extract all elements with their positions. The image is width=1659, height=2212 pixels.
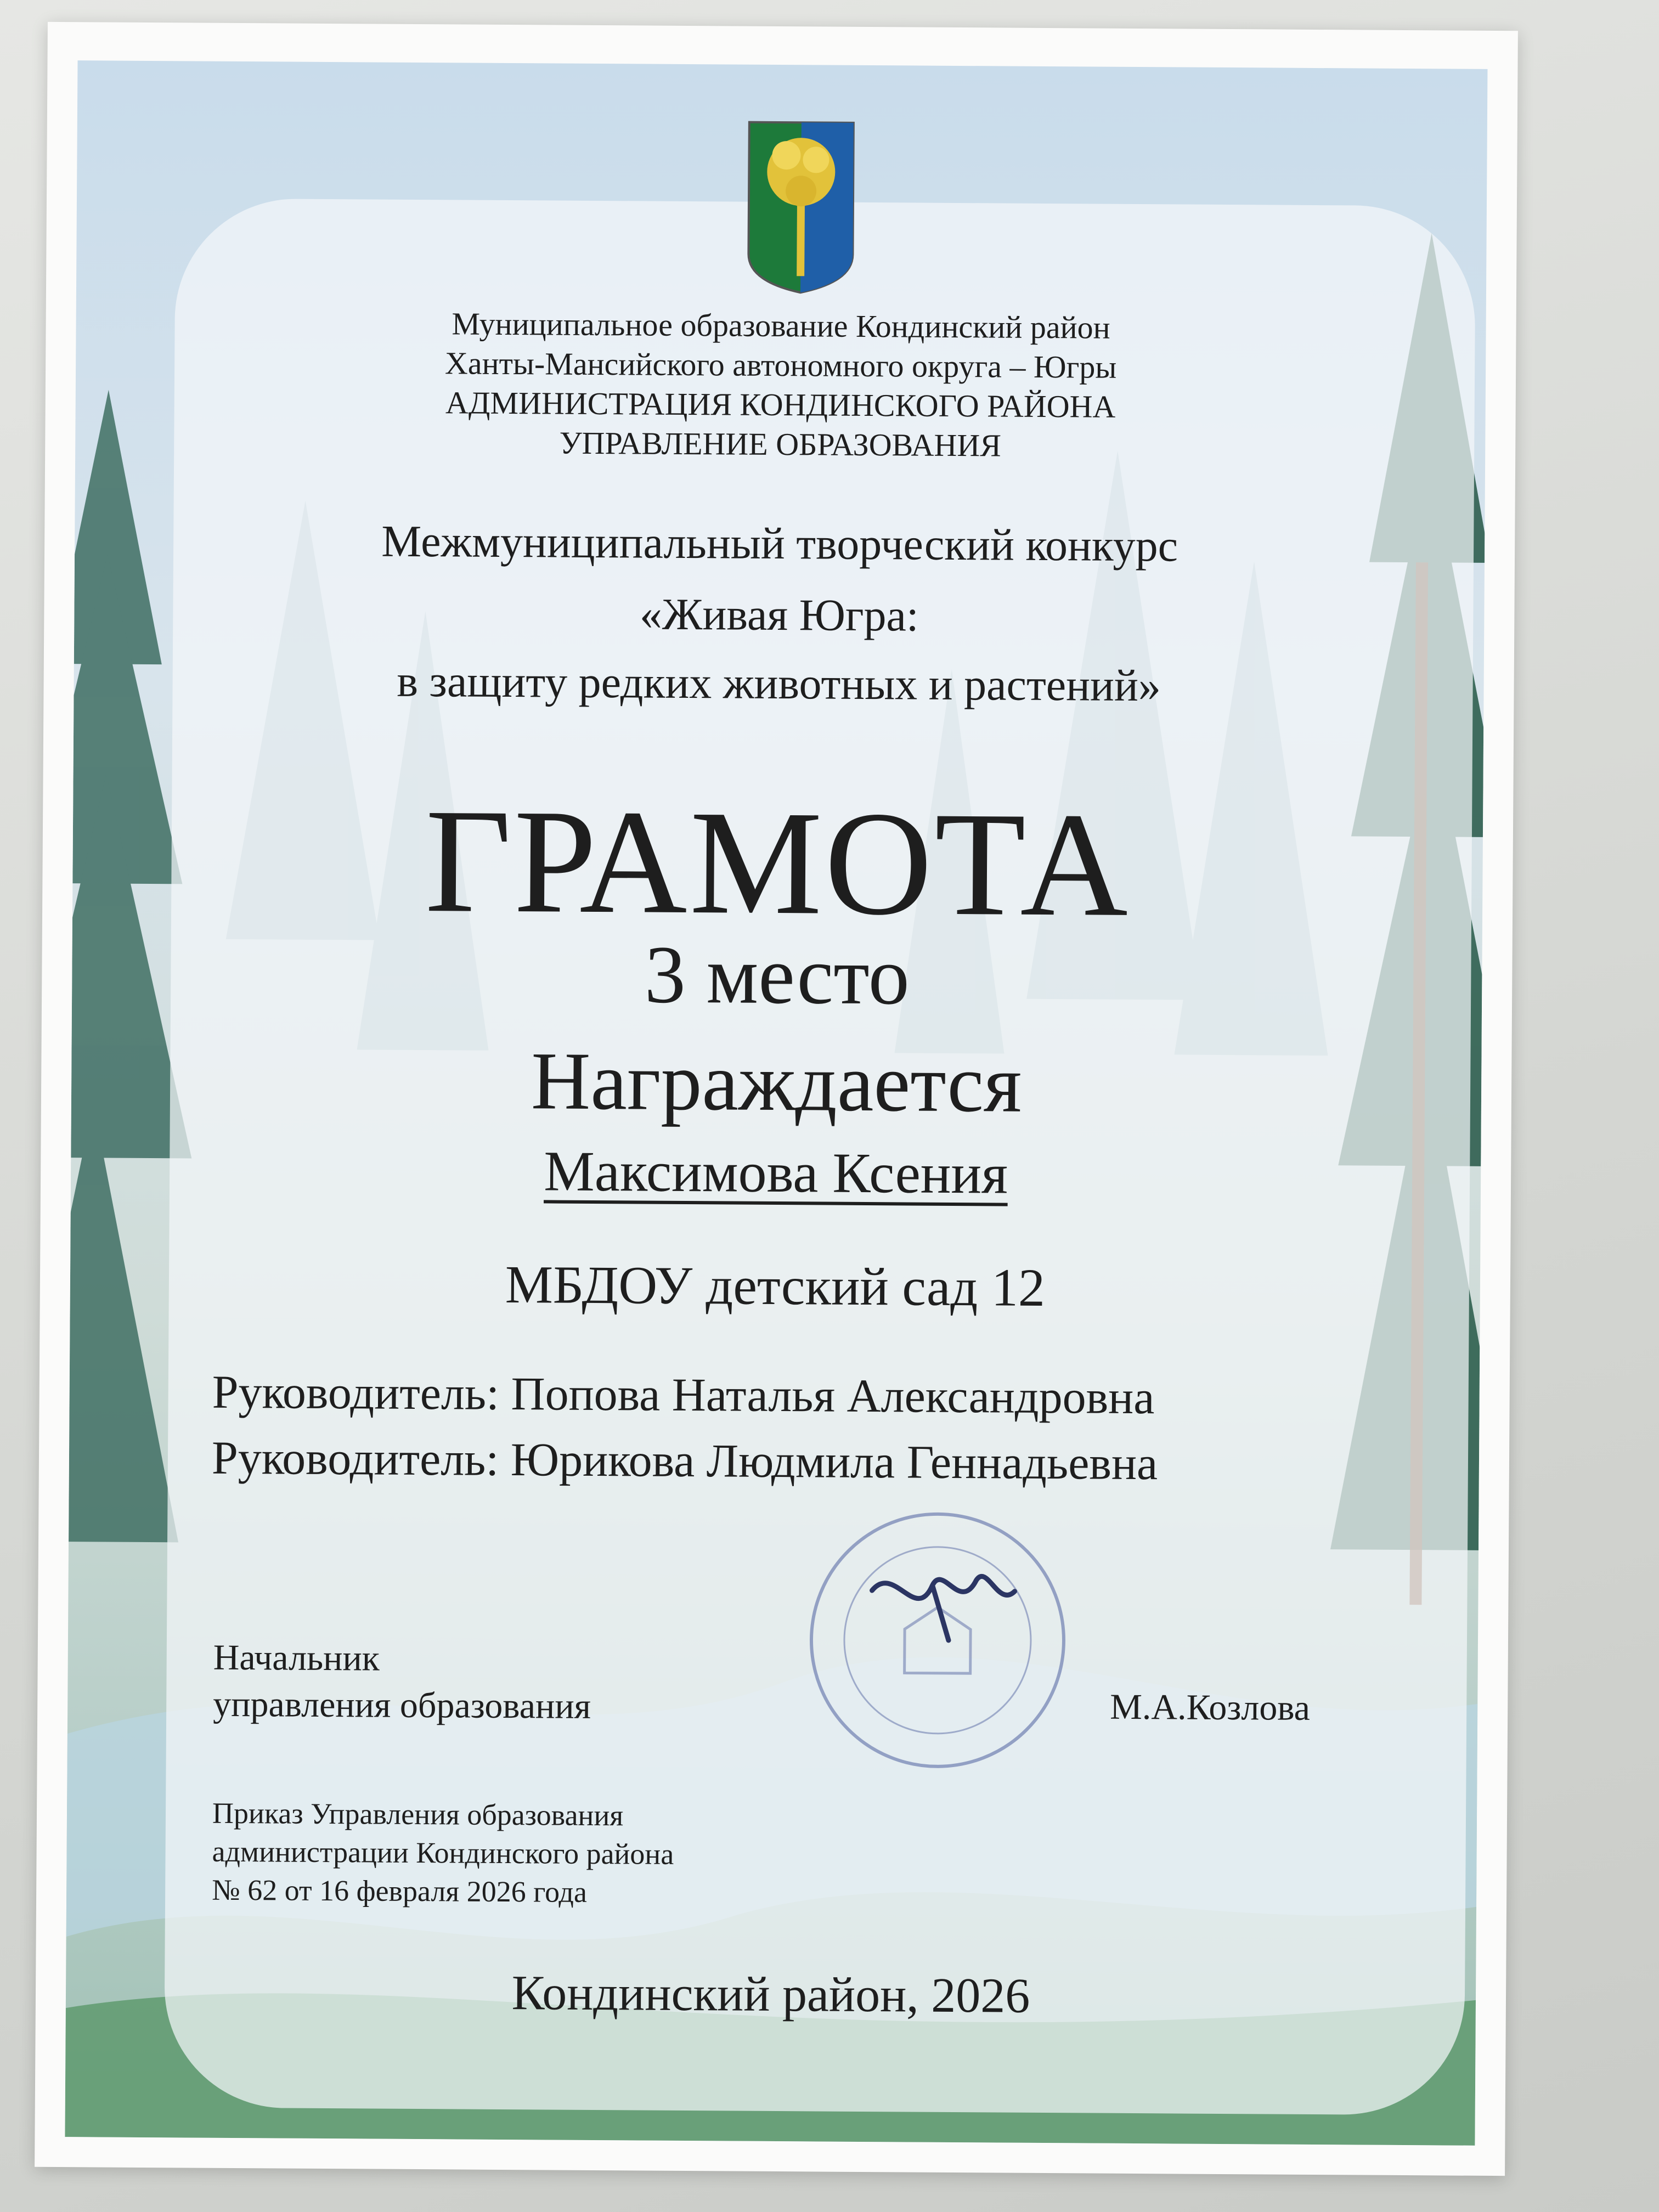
certificate-sheet (35, 22, 1518, 2176)
signer-name: М.А.Козлова (1110, 1686, 1311, 1728)
certificate-title: ГРАМОТА (424, 778, 1131, 947)
place-label: 3 место (644, 929, 910, 1022)
header-line-4: УПРАВЛЕНИЕ ОБРАЗОВАНИЯ (559, 425, 1002, 464)
header-line-3: АДМИНИСТРАЦИЯ КОНДИНСКОГО РАЙОНА (445, 385, 1116, 425)
certificate-content (35, 22, 1518, 2176)
leader-1: Руководитель: Попова Наталья Александровна (212, 1365, 1155, 1424)
awarded-label: Награждается (531, 1035, 1022, 1130)
order-line-1: Приказ Управления образования (212, 1796, 624, 1832)
contest-line-3: в защиту редких животных и растений» (397, 656, 1161, 711)
order-line-3: № 62 от 16 февраля 2026 года (211, 1873, 588, 1909)
contest-line-2: «Живая Югра: (639, 589, 919, 641)
footer-place-year: Кондинский район, 2026 (511, 1966, 1030, 2023)
header-line-2: Ханты-Мансийского автономного округа – Югры (444, 345, 1117, 385)
contest-line-1: Межмуниципальный творческий конкурс (381, 516, 1178, 571)
recipient-name (41, 1136, 1511, 1210)
signature-mark (872, 1576, 1015, 1640)
position-line-2: управления образования (213, 1684, 591, 1726)
recipient-name-text: Максимова Ксения (544, 1139, 1008, 1206)
organization-name: МБДОУ детский сад 12 (505, 1255, 1046, 1318)
position-line-1: Начальник (213, 1637, 380, 1679)
official-stamp-icon (794, 1497, 1081, 1784)
order-line-2: администрации Кондинского района (212, 1835, 674, 1871)
coat-of-arms-icon (743, 117, 859, 298)
leader-2: Руководитель: Юрикова Людмила Геннадьевна (211, 1431, 1158, 1490)
header-line-1: Муниципальное образование Кондинский район (452, 306, 1110, 346)
